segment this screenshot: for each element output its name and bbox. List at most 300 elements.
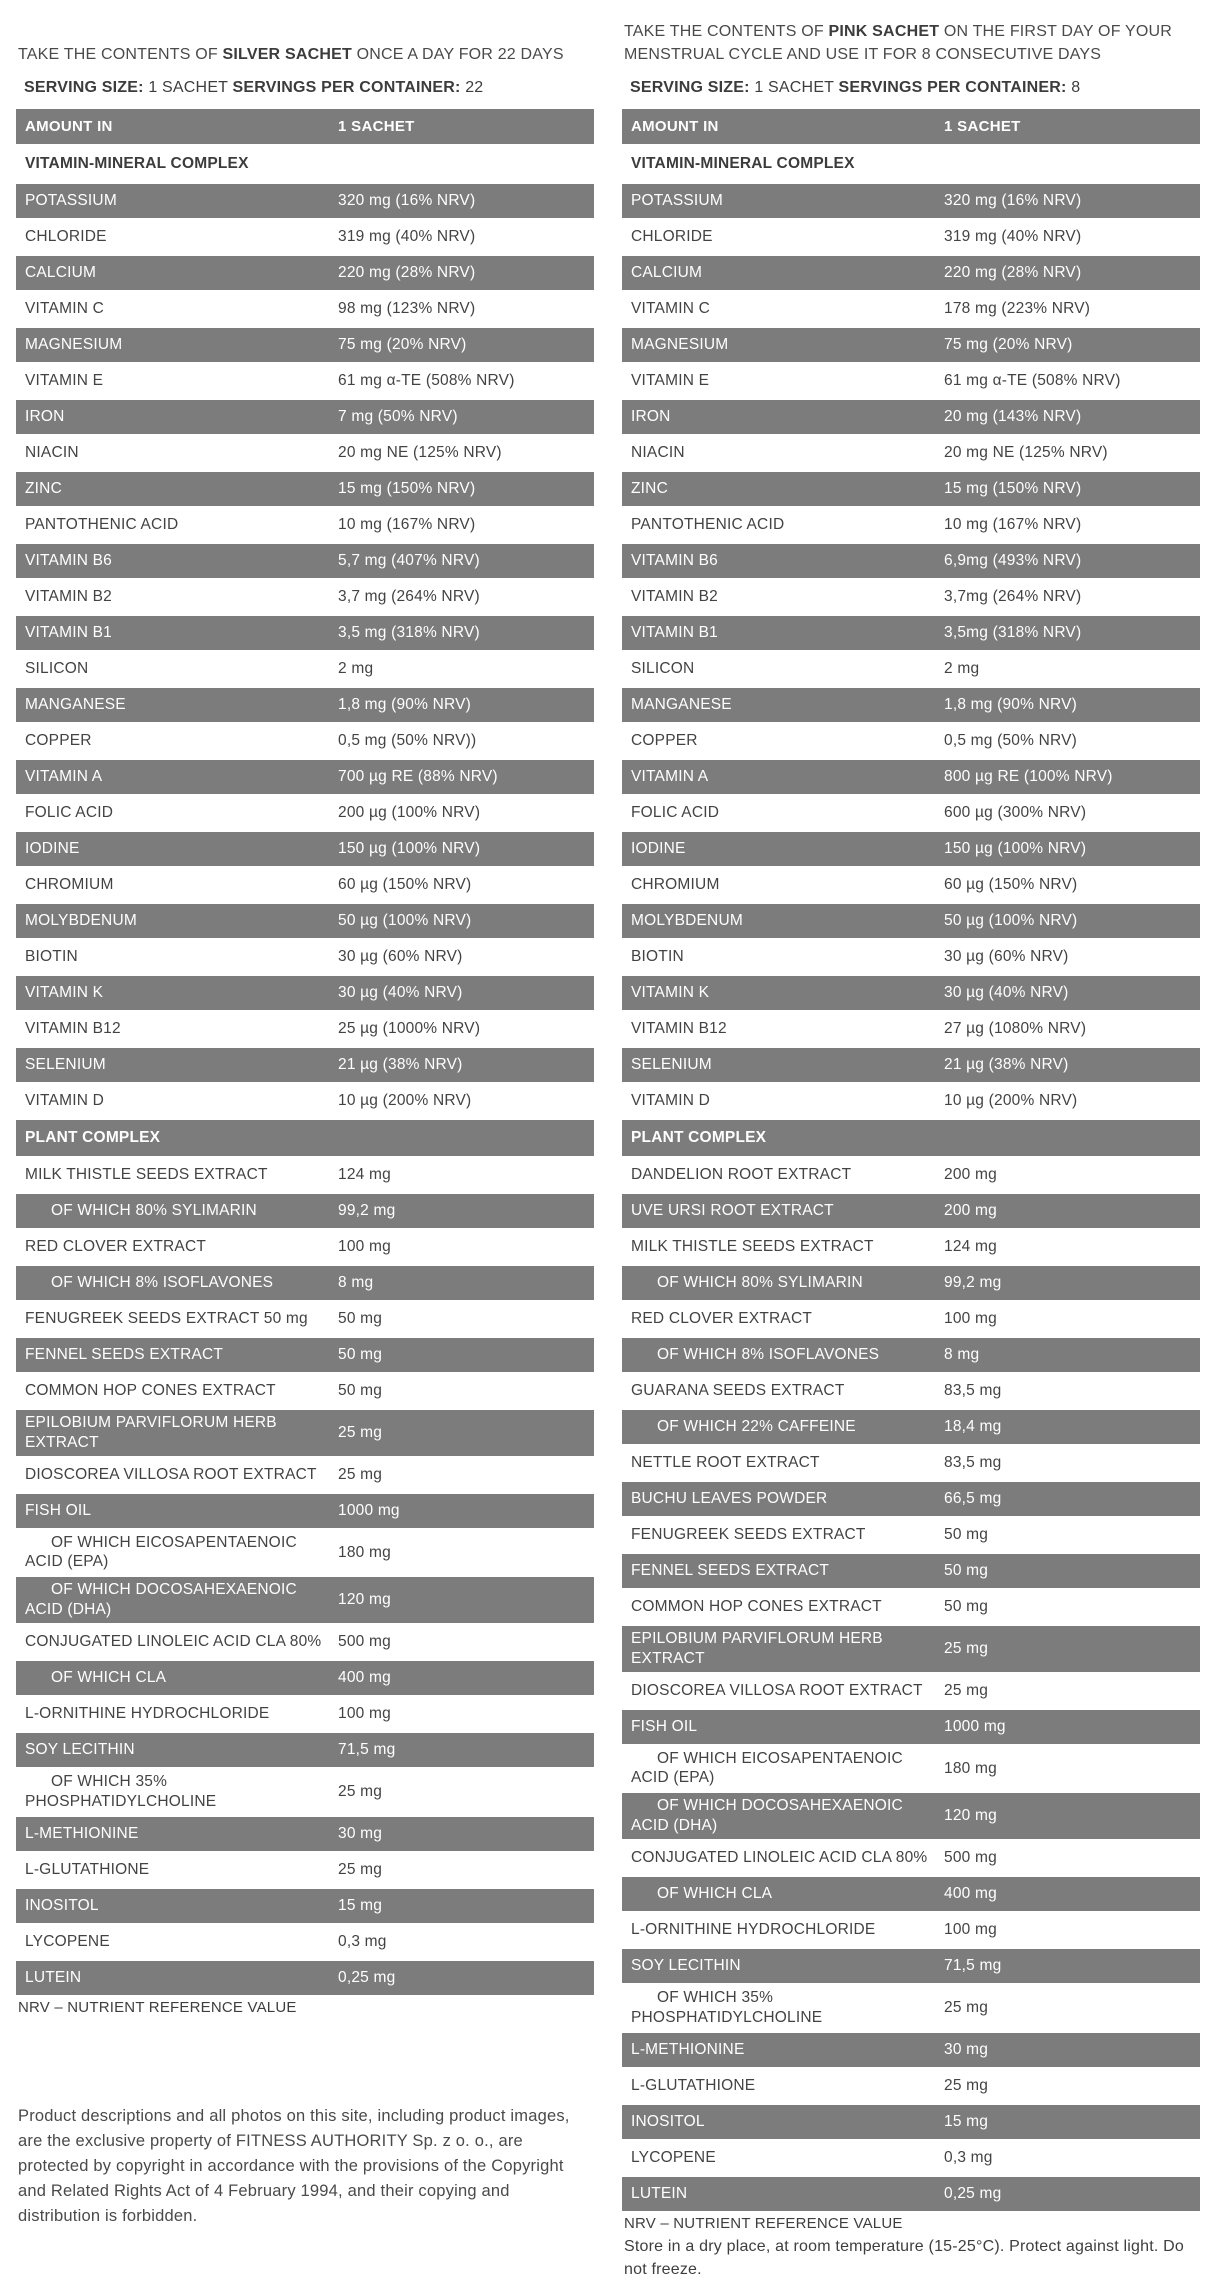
text-segment: ONCE A DAY FOR 22 DAYS <box>351 45 564 63</box>
nutrient-row <box>16 364 594 398</box>
nutrient-label: VITAMIN-MINERAL COMPLEX <box>631 155 855 173</box>
nutrient-value: 75 mg (20% NRV) <box>338 336 467 354</box>
section-header-row <box>16 1120 594 1156</box>
nutrient-value: 3,5mg (318% NRV) <box>944 624 1082 642</box>
nutrient-label: CHROMIUM <box>25 876 114 894</box>
nutrient-value: 8 mg <box>944 1346 980 1364</box>
nutrient-value: 10 µg (200% NRV) <box>944 1092 1078 1110</box>
nutrient-row <box>622 1374 1200 1408</box>
nutrient-label: OF WHICH 8% ISOFLAVONES <box>51 1274 274 1292</box>
nutrient-value: 15 mg <box>944 2112 989 2130</box>
nutrient-value: 800 µg RE (100% NRV) <box>944 768 1113 786</box>
nutrient-row <box>16 1577 594 1623</box>
nutrient-label: ZINC <box>25 480 62 498</box>
nutrient-value: 0,5 mg (50% NRV)) <box>338 732 477 750</box>
nutrient-value: 220 mg (28% NRV) <box>944 264 1082 282</box>
nutrient-row <box>622 1746 1200 1792</box>
nutrient-value: 2 mg <box>944 660 980 678</box>
nutrient-row <box>16 1158 594 1192</box>
nutrient-row <box>16 1012 594 1046</box>
nutrient-label: VITAMIN C <box>25 300 105 318</box>
nutrient-row <box>16 220 594 254</box>
copyright-note: Product descriptions and all photos on this site, including product images, are the exclusive property of FITNESS AUTHORITY Sp. z o. o., are protected by copyright in accordance with the provisions of the Copyright and Related Rights Act of 4 February 1994, and their copying and distribution is forbidden. <box>18 2106 570 2225</box>
text-segment: SERVING SIZE: <box>24 79 144 96</box>
nutrient-value: 15 mg <box>338 1896 383 1914</box>
nutrient-label: VITAMIN A <box>25 768 103 786</box>
nutrient-label: FISH OIL <box>631 1717 698 1735</box>
nutrient-value: 0,5 mg (50% NRV) <box>944 732 1078 750</box>
nutrient-label: CALCIUM <box>25 264 97 282</box>
nutrient-row <box>16 1266 594 1300</box>
nutrient-row <box>16 832 594 866</box>
nutrient-row <box>622 364 1200 398</box>
nutrient-label: MANGANESE <box>631 696 732 714</box>
nutrient-value: 50 µg (100% NRV) <box>944 912 1078 930</box>
nutrient-label: MOLYBDENUM <box>631 912 743 930</box>
nutrient-row <box>622 1194 1200 1228</box>
nutrient-label: VITAMIN B12 <box>631 1020 727 1038</box>
nutrient-row <box>622 1554 1200 1588</box>
nutrient-value: 15 mg (150% NRV) <box>338 480 476 498</box>
nutrient-row <box>622 2141 1200 2175</box>
nutrient-row <box>16 976 594 1010</box>
nutrient-value: 61 mg α-TE (508% NRV) <box>338 372 515 390</box>
nutrient-label: FENUGREEK SEEDS EXTRACT <box>631 1526 866 1544</box>
pink-table-rows <box>622 146 1200 2211</box>
section-header-row <box>622 1120 1200 1156</box>
nutrient-label: INOSITOL <box>631 2112 705 2130</box>
nutrient-row <box>16 1961 594 1995</box>
nutrient-label: NETTLE ROOT EXTRACT <box>631 1454 820 1472</box>
nutrient-row <box>16 292 594 326</box>
nutrient-row <box>622 1338 1200 1372</box>
nutrient-row <box>16 796 594 830</box>
nutrient-value: 50 µg (100% NRV) <box>338 912 472 930</box>
nutrient-row <box>622 616 1200 650</box>
nutrient-label: RED CLOVER EXTRACT <box>25 1238 207 1256</box>
nutrient-value: 99,2 mg <box>944 1274 1002 1292</box>
nutrient-value: 0,25 mg <box>944 2184 1002 2202</box>
nutrient-label: FOLIC ACID <box>631 804 720 822</box>
storage-note: Store in a dry place, at room temperature (15-25°C). Protect against light. Do not freeze. <box>624 2237 1185 2278</box>
nutrient-label: CALCIUM <box>631 264 703 282</box>
nutrient-value: 500 mg <box>338 1633 391 1651</box>
nutrient-row <box>16 652 594 686</box>
nutrient-label: IODINE <box>25 840 80 858</box>
nutrient-label: IRON <box>25 408 65 426</box>
nutrient-row <box>16 1853 594 1887</box>
nutrient-row <box>622 1590 1200 1624</box>
nutrient-label: EPILOBIUM PARVIFLORUM HERB EXTRACT <box>25 1414 277 1451</box>
nutrient-row <box>622 184 1200 218</box>
nutrient-row <box>622 1410 1200 1444</box>
nutrient-value: 21 µg (38% NRV) <box>944 1056 1069 1074</box>
nutrient-row <box>16 1889 594 1923</box>
nutrient-value: 15 mg (150% NRV) <box>944 480 1082 498</box>
nutrient-label: OF WHICH EICOSAPENTAENOIC ACID (EPA) <box>631 1749 903 1787</box>
nrv-footnote: NRV – NUTRIENT REFERENCE VALUE <box>624 2214 903 2232</box>
text-segment: 1 SACHET <box>749 79 839 96</box>
nutrient-value: 0,3 mg <box>944 2148 993 2166</box>
nutrient-row <box>622 904 1200 938</box>
nutrient-row <box>16 1338 594 1372</box>
nutrient-row <box>16 1458 594 1492</box>
text-segment: SILVER SACHET <box>222 45 352 63</box>
nutrient-row <box>622 1913 1200 1947</box>
nutrient-row <box>622 1674 1200 1708</box>
nutrient-row <box>622 796 1200 830</box>
nutrient-value: 50 mg <box>338 1382 383 1400</box>
pink-intro-text <box>624 12 1198 66</box>
nutrient-label: VITAMIN B6 <box>631 552 718 570</box>
nutrient-label: VITAMIN C <box>631 300 711 318</box>
nutrient-label: OF WHICH 22% CAFFEINE <box>657 1418 856 1436</box>
nutrient-value: 98 mg (123% NRV) <box>338 300 476 318</box>
nutrient-value: 10 µg (200% NRV) <box>338 1092 472 1110</box>
nutrient-value: 10 mg (167% NRV) <box>338 516 476 534</box>
nutrient-value: 8 mg <box>338 1274 374 1292</box>
text-segment: 22 <box>460 79 484 96</box>
amount-in-header: AMOUNT IN <box>25 118 113 135</box>
nutrient-row <box>622 508 1200 542</box>
nutrient-value: 25 mg <box>338 1465 383 1483</box>
nutrient-row <box>622 1084 1200 1118</box>
nutrient-value: 320 mg (16% NRV) <box>338 192 476 210</box>
nutrient-value: 25 mg <box>338 1423 383 1441</box>
sachet-header: 1 SACHET <box>338 118 415 135</box>
nutrient-label: COMMON HOP CONES EXTRACT <box>631 1598 882 1616</box>
nutrient-value: 1,8 mg (90% NRV) <box>338 696 472 714</box>
nutrient-value: 30 mg <box>944 2040 989 2058</box>
nutrient-label: IRON <box>631 408 671 426</box>
nutrient-label: CHLORIDE <box>631 228 713 246</box>
nutrient-row <box>622 688 1200 722</box>
nutrient-value: 50 mg <box>338 1310 383 1328</box>
nrv-footnote: NRV – NUTRIENT REFERENCE VALUE <box>18 1998 297 2016</box>
nutrient-label: SILICON <box>25 660 89 678</box>
text-segment: SERVING SIZE: <box>630 79 750 96</box>
nutrient-row <box>622 2105 1200 2139</box>
nutrient-label: LUTEIN <box>25 1968 82 1986</box>
text-segment: 8 <box>1066 79 1081 96</box>
text-segment: TAKE THE CONTENTS OF <box>18 45 223 63</box>
nutrient-value: 500 mg <box>944 1849 997 1867</box>
nutrient-label: GUARANA SEEDS EXTRACT <box>631 1382 845 1400</box>
nutrient-label: VITAMIN B6 <box>25 552 112 570</box>
section-header-row <box>16 146 594 182</box>
nutrient-label: OF WHICH 8% ISOFLAVONES <box>657 1346 880 1364</box>
nutrient-label: DIOSCOREA VILLOSA ROOT EXTRACT <box>25 1465 317 1483</box>
nutrient-label: VITAMIN D <box>631 1092 711 1110</box>
nutrient-value: 30 µg (60% NRV) <box>944 948 1069 966</box>
nutrient-value: 25 µg (1000% NRV) <box>338 1020 481 1038</box>
nutrient-row <box>16 1925 594 1959</box>
nutrient-row <box>622 220 1200 254</box>
nutrient-label: POTASSIUM <box>25 192 117 210</box>
nutrient-row <box>622 1949 1200 1983</box>
nutrient-label: MAGNESIUM <box>631 336 729 354</box>
nutrient-value: 75 mg (20% NRV) <box>944 336 1073 354</box>
nutrient-value: 319 mg (40% NRV) <box>944 228 1082 246</box>
nutrient-value: 30 µg (60% NRV) <box>338 948 463 966</box>
nutrient-label: OF WHICH 80% SYLIMARIN <box>657 1274 863 1292</box>
nutrient-label: LYCOPENE <box>631 2148 716 2166</box>
nutrient-row <box>622 2177 1200 2211</box>
nutrient-row <box>16 544 594 578</box>
nutrient-label: OF WHICH 35% PHOSPHATIDYLCHOLINE <box>631 1988 823 2026</box>
nutrient-value: 120 mg <box>944 1807 997 1825</box>
nutrient-value: 100 mg <box>338 1238 391 1256</box>
nutrient-value: 1000 mg <box>944 1717 1006 1735</box>
nutrient-label: VITAMIN E <box>631 372 710 390</box>
nutrient-value: 150 µg (100% NRV) <box>944 840 1087 858</box>
nutrient-value: 50 mg <box>338 1346 383 1364</box>
nutrient-value: 60 µg (150% NRV) <box>338 876 472 894</box>
nutrient-row <box>622 2069 1200 2103</box>
nutrient-value: 200 mg <box>944 1202 997 1220</box>
nutrient-row <box>16 580 594 614</box>
nutrient-row <box>16 1374 594 1408</box>
nutrient-value: 320 mg (16% NRV) <box>944 192 1082 210</box>
nutrient-row <box>622 1841 1200 1875</box>
silver-serving-line <box>24 79 592 97</box>
nutrient-label: VITAMIN E <box>25 372 104 390</box>
nutrient-value: 6,9mg (493% NRV) <box>944 552 1082 570</box>
nutrient-value: 100 mg <box>944 1310 997 1328</box>
nutrient-row <box>16 724 594 758</box>
nutrient-row <box>622 292 1200 326</box>
nutrient-label: POTASSIUM <box>631 192 723 210</box>
nutrient-label: UVE URSI ROOT EXTRACT <box>631 1202 834 1220</box>
amount-in-header: AMOUNT IN <box>631 118 719 135</box>
nutrient-label: IODINE <box>631 840 686 858</box>
nutrient-value: 50 mg <box>944 1562 989 1580</box>
nutrient-value: 25 mg <box>338 1860 383 1878</box>
nutrient-value: 30 µg (40% NRV) <box>338 984 463 1002</box>
nutrient-label: INOSITOL <box>25 1896 99 1914</box>
nutrient-value: 20 mg NE (125% NRV) <box>338 444 502 462</box>
nutrient-label: L-METHIONINE <box>25 1824 139 1842</box>
nutrient-row <box>16 1530 594 1576</box>
nutrient-value: 220 mg (28% NRV) <box>338 264 476 282</box>
nutrient-row <box>16 1302 594 1336</box>
nutrient-row <box>622 328 1200 362</box>
nutrient-label: PLANT COMPLEX <box>25 1129 161 1147</box>
sachet-header: 1 SACHET <box>944 118 1021 135</box>
nutrient-label: MILK THISTLE SEEDS EXTRACT <box>25 1166 268 1184</box>
nutrient-label: L-METHIONINE <box>631 2040 745 2058</box>
nutrient-value: 100 mg <box>338 1705 391 1723</box>
section-header-row <box>622 146 1200 182</box>
nutrient-value: 25 mg <box>338 1782 383 1800</box>
nutrient-label: MANGANESE <box>25 696 126 714</box>
nutrient-value: 20 mg NE (125% NRV) <box>944 444 1108 462</box>
nutrient-row <box>16 436 594 470</box>
nutrient-row <box>16 1194 594 1228</box>
nutrient-label: DANDELION ROOT EXTRACT <box>631 1166 852 1184</box>
nutrient-value: 30 mg <box>338 1824 383 1842</box>
nutrient-row <box>16 760 594 794</box>
nutrient-label: OF WHICH DOCOSAHEXAENOIC ACID (DHA) <box>631 1797 903 1835</box>
nutrient-label: VITAMIN B1 <box>25 624 112 642</box>
nutrient-row <box>622 1230 1200 1264</box>
nutrient-label: SELENIUM <box>25 1056 106 1074</box>
nutrient-row <box>16 184 594 218</box>
nutrient-label: FENNEL SEEDS EXTRACT <box>631 1562 830 1580</box>
nutrient-value: 18,4 mg <box>944 1418 1002 1436</box>
nutrient-row <box>16 1769 594 1815</box>
nutrient-label: L-GLUTATHIONE <box>631 2076 756 2094</box>
nutrient-row <box>622 1302 1200 1336</box>
nutrient-value: 83,5 mg <box>944 1454 1002 1472</box>
nutrient-row <box>622 1710 1200 1744</box>
nutrient-label: FISH OIL <box>25 1501 92 1519</box>
nutrient-value: 83,5 mg <box>944 1382 1002 1400</box>
nutrient-label: COPPER <box>631 732 698 750</box>
nutrient-label: BIOTIN <box>631 948 684 966</box>
nutrient-value: 200 µg (100% NRV) <box>338 804 481 822</box>
nutrient-label: VITAMIN K <box>25 984 104 1002</box>
nutrient-label: PANTOTHENIC ACID <box>631 516 785 534</box>
nutrient-value: 319 mg (40% NRV) <box>338 228 476 246</box>
nutrient-label: COPPER <box>25 732 92 750</box>
nutrient-label: CONJUGATED LINOLEIC ACID CLA 80% <box>631 1849 928 1867</box>
nutrient-value: 61 mg α-TE (508% NRV) <box>944 372 1121 390</box>
nutrient-value: 124 mg <box>944 1238 997 1256</box>
nutrient-value: 25 mg <box>944 1639 989 1657</box>
nutrient-value: 0,3 mg <box>338 1932 387 1950</box>
nutrient-row <box>622 256 1200 290</box>
nutrient-row <box>622 724 1200 758</box>
nutrient-label: CHLORIDE <box>25 228 107 246</box>
nutrient-row <box>622 940 1200 974</box>
nutrient-label: SOY LECITHIN <box>631 1957 741 1975</box>
nutrient-row <box>16 1697 594 1731</box>
nutrient-row <box>16 1230 594 1264</box>
pink-sachet-column <box>622 0 1200 2281</box>
nutrient-value: 60 µg (150% NRV) <box>944 876 1078 894</box>
nutrient-row <box>16 688 594 722</box>
silver-table-header <box>16 109 594 144</box>
nutrient-row <box>16 1817 594 1851</box>
nutrient-value: 25 mg <box>944 1681 989 1699</box>
nutrient-value: 66,5 mg <box>944 1490 1002 1508</box>
nutrient-value: 200 mg <box>944 1166 997 1184</box>
nutrient-label: OF WHICH 80% SYLIMARIN <box>51 1202 257 1220</box>
nutrient-label: DIOSCOREA VILLOSA ROOT EXTRACT <box>631 1681 923 1699</box>
nutrient-row <box>622 2033 1200 2067</box>
nutrient-label: OF WHICH CLA <box>51 1669 167 1687</box>
nutrient-value: 5,7 mg (407% NRV) <box>338 552 480 570</box>
nutrient-value: 0,25 mg <box>338 1968 396 1986</box>
nutrient-row <box>622 760 1200 794</box>
nutrient-value: 71,5 mg <box>944 1957 1002 1975</box>
nutrient-label: COMMON HOP CONES EXTRACT <box>25 1382 276 1400</box>
nutrient-label: CONJUGATED LINOLEIC ACID CLA 80% <box>25 1633 322 1651</box>
nutrient-label: BUCHU LEAVES POWDER <box>631 1490 828 1508</box>
nutrient-value: 1000 mg <box>338 1501 400 1519</box>
nutrient-row <box>16 1410 594 1456</box>
nutrient-row <box>16 472 594 506</box>
nutrient-value: 27 µg (1080% NRV) <box>944 1020 1087 1038</box>
nutrient-row <box>622 976 1200 1010</box>
nutrient-label: BIOTIN <box>25 948 78 966</box>
pink-table-header <box>622 109 1200 144</box>
nutrient-label: VITAMIN D <box>25 1092 105 1110</box>
nutrient-label: L-ORNITHINE HYDROCHLORIDE <box>631 1921 876 1939</box>
nutrient-value: 600 µg (300% NRV) <box>944 804 1087 822</box>
nutrient-label: VITAMIN-MINERAL COMPLEX <box>25 155 249 173</box>
silver-intro-text <box>18 12 592 66</box>
nutrient-row <box>16 616 594 650</box>
nutrient-row <box>16 400 594 434</box>
nutrient-row <box>622 436 1200 470</box>
nutrient-value: 20 mg (143% NRV) <box>944 408 1082 426</box>
nutrient-row <box>16 1048 594 1082</box>
nutrient-value: 25 mg <box>944 2076 989 2094</box>
nutrient-label: NIACIN <box>25 444 79 462</box>
nutrient-value: 1,8 mg (90% NRV) <box>944 696 1078 714</box>
nutrient-value: 400 mg <box>944 1885 997 1903</box>
nutrient-row <box>622 580 1200 614</box>
nutrient-label: NIACIN <box>631 444 685 462</box>
text-segment: TAKE THE CONTENTS OF <box>624 22 829 40</box>
nutrient-label: FENUGREEK SEEDS EXTRACT 50 mg <box>25 1310 308 1328</box>
nutrient-label: FENNEL SEEDS EXTRACT <box>25 1346 224 1364</box>
nutrient-value: 7 mg (50% NRV) <box>338 408 458 426</box>
pink-serving-line <box>630 79 1198 97</box>
nutrient-row <box>16 940 594 974</box>
nutrient-row <box>622 472 1200 506</box>
nutrient-row <box>16 1494 594 1528</box>
nutrient-value: 120 mg <box>338 1591 391 1609</box>
text-segment: SERVINGS PER CONTAINER: <box>232 79 461 96</box>
nutrient-row <box>16 1733 594 1767</box>
nutrient-value: 3,7mg (264% NRV) <box>944 588 1082 606</box>
nutrient-row <box>16 904 594 938</box>
nutrient-value: 100 mg <box>944 1921 997 1939</box>
nutrient-label: SELENIUM <box>631 1056 712 1074</box>
nutrient-label: SOY LECITHIN <box>25 1741 135 1759</box>
nutrient-label: CHROMIUM <box>631 876 720 894</box>
nutrient-row <box>622 1877 1200 1911</box>
nutrient-value: 178 mg (223% NRV) <box>944 300 1091 318</box>
nutrient-row <box>622 1266 1200 1300</box>
nutrient-value: 3,5 mg (318% NRV) <box>338 624 480 642</box>
nutrient-label: MILK THISTLE SEEDS EXTRACT <box>631 1238 874 1256</box>
nutrient-value: 21 µg (38% NRV) <box>338 1056 463 1074</box>
nutrient-row <box>16 1084 594 1118</box>
nutrient-row <box>622 652 1200 686</box>
nutrient-label: RED CLOVER EXTRACT <box>631 1310 813 1328</box>
nutrient-value: 700 µg RE (88% NRV) <box>338 768 498 786</box>
nutrient-row <box>622 1985 1200 2031</box>
nutrient-label: VITAMIN A <box>631 768 709 786</box>
nutrient-row <box>16 508 594 542</box>
nutrient-row <box>16 256 594 290</box>
nutrient-label: ZINC <box>631 480 668 498</box>
nutrient-row <box>622 1518 1200 1552</box>
nutrient-value: 50 mg <box>944 1526 989 1544</box>
silver-table-rows <box>16 146 594 1995</box>
nutrient-row <box>16 1625 594 1659</box>
nutrient-value: 180 mg <box>338 1543 391 1561</box>
silver-sachet-column <box>16 0 594 2229</box>
nutrient-label: EPILOBIUM PARVIFLORUM HERB EXTRACT <box>631 1630 883 1667</box>
nutrient-row <box>622 1626 1200 1672</box>
nutrient-label: L-GLUTATHIONE <box>25 1860 150 1878</box>
nutrient-label: VITAMIN K <box>631 984 710 1002</box>
